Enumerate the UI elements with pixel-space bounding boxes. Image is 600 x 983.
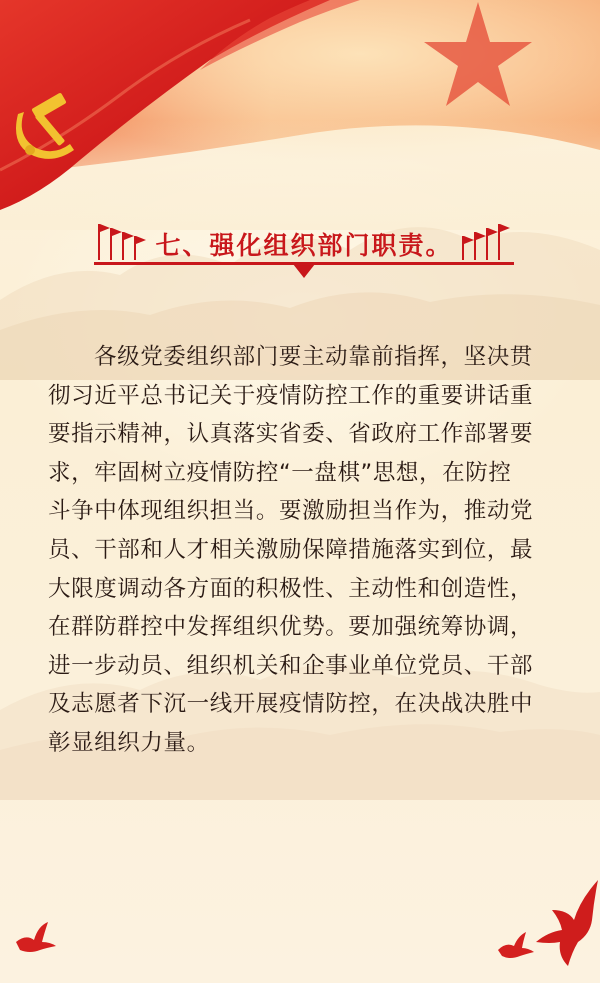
- body-line: 斗争中体现组织担当。要激励担当作为，推动党: [48, 498, 534, 525]
- body-line: 在群防群控中发挥组织优势。要加强统筹协调，: [48, 614, 534, 641]
- dove-icon: [528, 880, 600, 970]
- body-line: 彰显组织力量。: [48, 729, 210, 756]
- dove-icon: [12, 920, 60, 960]
- section-title: 七、强化组织部门职责。: [155, 231, 453, 260]
- body-line: 大限度调动各方面的积极性、主动性和创造性，: [48, 575, 534, 602]
- body-line: 要指示精神，认真落实省委、省政府工作部署要: [48, 421, 534, 448]
- body-line: 彻习近平总书记关于疫情防控工作的重要讲话重: [48, 382, 534, 409]
- body-line: 及志愿者下沉一线开展疫情防控，在决战决胜中: [48, 691, 534, 718]
- body-line: 各级党委组织部门要主动靠前指挥，坚决贯: [94, 344, 533, 370]
- body-paragraph: [48, 338, 554, 763]
- title-pointer: [293, 264, 315, 278]
- body-line: 员、干部和人才相关激励保障措施落实到位，最: [48, 536, 534, 563]
- section-title-banner: [94, 218, 514, 290]
- body-line: 进一步动员、组织机关和企事业单位党员、干部: [48, 652, 534, 679]
- body-line: 求，牢固树立疫情防控“一盘棋”思想，在防控: [48, 459, 512, 486]
